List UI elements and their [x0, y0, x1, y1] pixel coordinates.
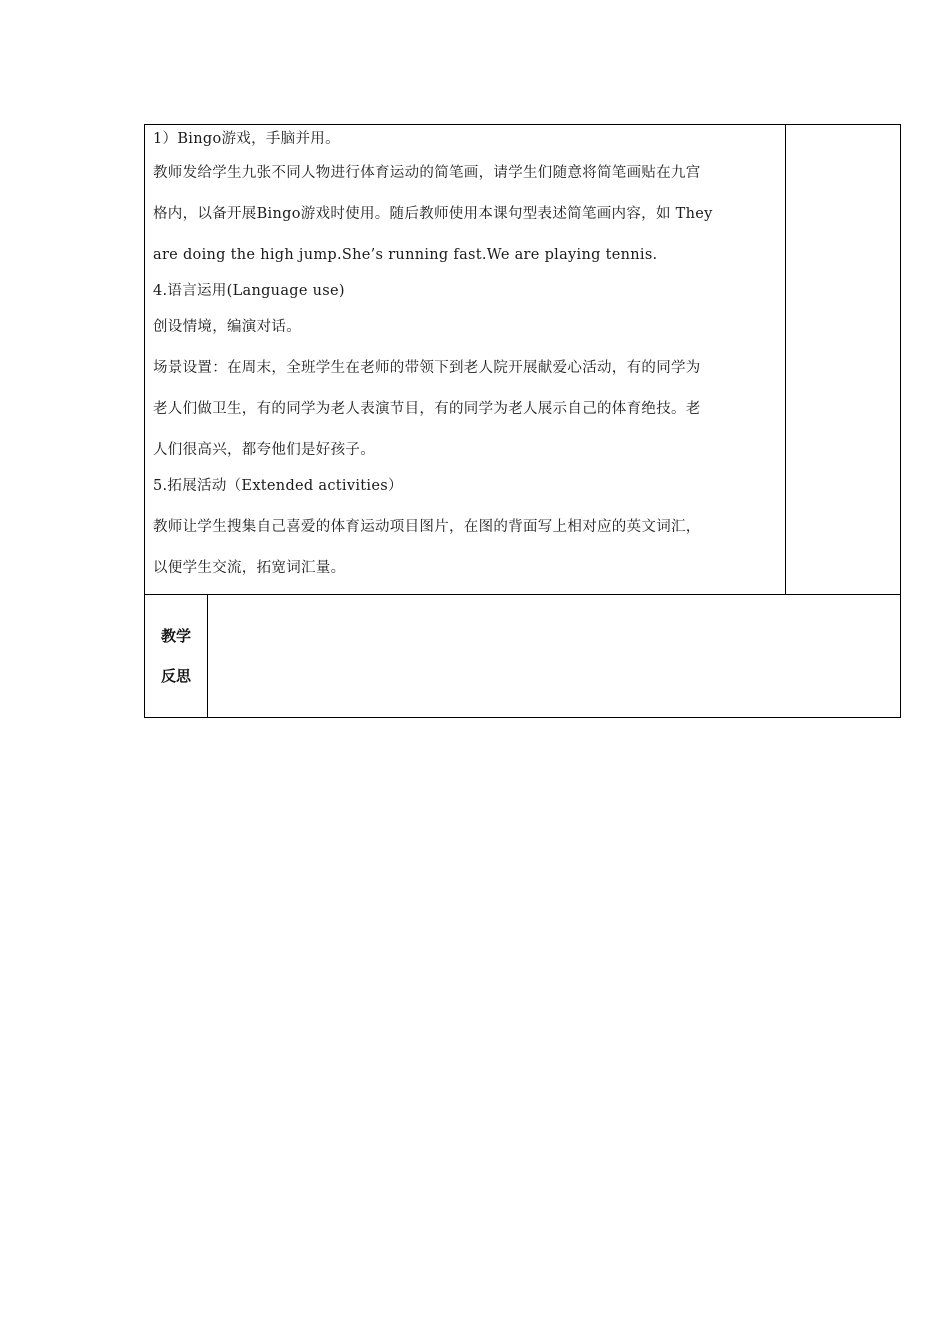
text-line: 教师发给学生九张不同人物进行体育运动的简笔画，请学生们随意将简笔画贴在九宫 — [153, 165, 701, 181]
teaching-process-row — [145, 125, 901, 595]
text-line: 场景设置：在周末，全班学生在老师的带领下到老人院开展献爱心活动，有的同学为 — [153, 360, 701, 376]
section-heading: 5.拓展活动（Extended activities） — [153, 478, 403, 494]
section-heading: 4.语言运用(Language use) — [153, 283, 345, 299]
text-line: 格内，以备开展Bingo游戏时使用。随后教师使用本课句型表述简笔画内容，如 They — [153, 206, 713, 222]
reflection-label-cell — [145, 595, 208, 718]
reflection-body-cell — [208, 595, 901, 718]
text-line: 以便学生交流，拓宽词汇量。 — [153, 560, 346, 576]
reflection-label-line2: 反思 — [160, 667, 191, 685]
lesson-plan-table — [144, 124, 901, 718]
notes-cell — [786, 125, 901, 595]
reflection-row — [145, 595, 901, 718]
reflection-label-line1: 教学 — [160, 627, 191, 645]
text-line: 教师让学生搜集自己喜爱的体育运动项目图片，在图的背面写上相对应的英文词汇， — [153, 519, 701, 535]
text-line: 创设情境，编演对话。 — [153, 319, 301, 335]
text-line: are doing the high jump.She’s running fast.We are playing tennis. — [153, 247, 658, 263]
text-line: 人们很高兴，都夸他们是好孩子。 — [153, 442, 375, 458]
text-line: 1）Bingo游戏，手脑并用。 — [153, 131, 340, 147]
teaching-process-cell — [145, 125, 786, 595]
text-line: 老人们做卫生，有的同学为老人表演节目，有的同学为老人展示自己的体育绝技。老 — [153, 401, 701, 417]
